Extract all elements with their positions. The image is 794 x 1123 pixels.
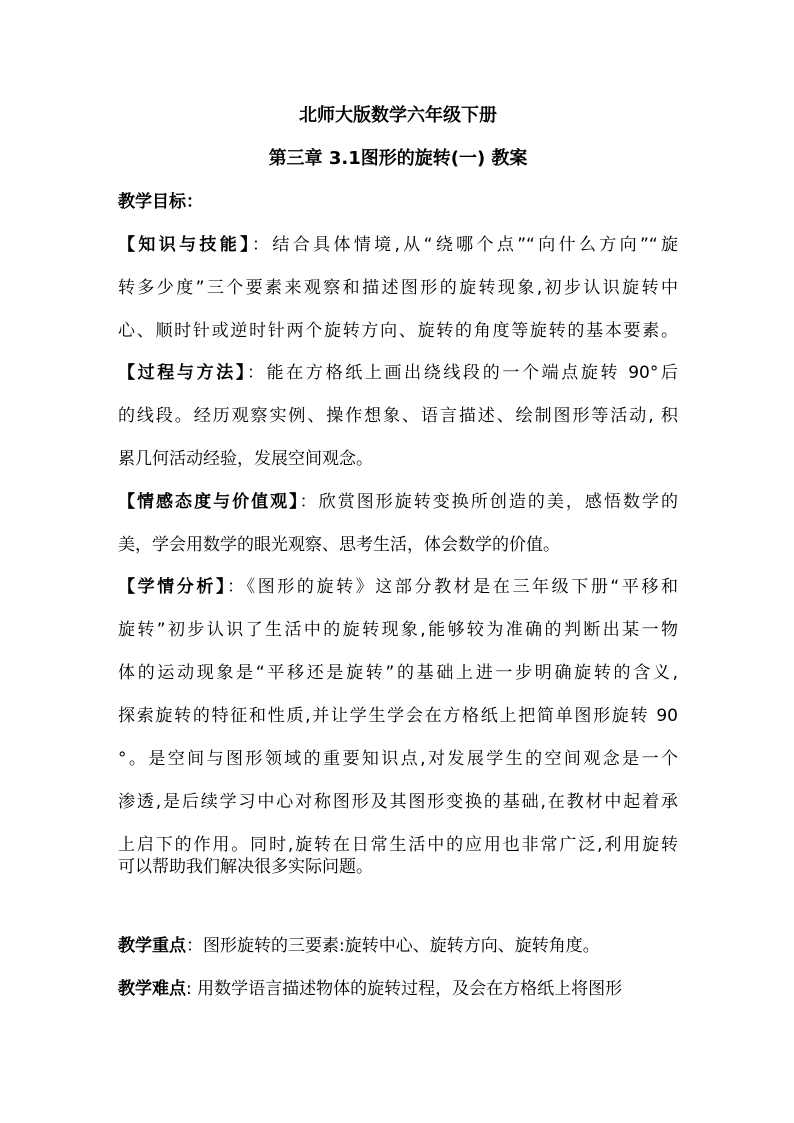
process-line-1 — [118, 361, 678, 385]
process-label: 【过程与方法】 — [118, 363, 247, 383]
knowledge-line-1 — [118, 233, 678, 257]
difficulty-line — [118, 977, 678, 1001]
analysis-line-2: 旋转”初步认识了生活中的旋转现象,能够较为准确的判断出某一物 — [118, 620, 678, 640]
emotion-text: ：欣赏图形旋转变换所创造的美，感悟数学的 — [299, 492, 678, 512]
analysis-label: 【学情分析】 — [118, 577, 228, 597]
knowledge-line-2: 转多少度”三个要素来观察和描述图形的旋转现象,初步认识旋转中 — [118, 278, 678, 298]
emotion-line-2: 美，学会用数学的眼光观察、思考生活，体会数学的价值。 — [118, 535, 560, 555]
emotion-label: 【情感态度与价值观】 — [118, 492, 300, 512]
analysis-line-7: 上启下的作用。同时,旋转在日常生活中的应用也非常广泛,利用旋转 — [118, 835, 678, 855]
analysis-line-3: 体的运动现象是“平移还是旋转”的基础上进一步明确旋转的含义, — [118, 663, 678, 683]
difficulty-text: : 用数学语言描述物体的旋转过程，及会在方格纸上将图形 — [186, 979, 623, 999]
analysis-line-6: 渗透,是后续学习中心对称图形及其图形变换的基础,在教材中起着承 — [118, 792, 678, 812]
process-line-2: 的线段。经历观察实例、操作想象、语言描述、绘制图形等活动, 积 — [118, 406, 678, 426]
analysis-line-4: 探索旋转的特征和性质,并让学生学会在方格纸上把简单图形旋转 90 — [118, 706, 678, 726]
process-text: ：能在方格纸上画出绕线段的一个端点旋转 90°后 — [247, 363, 678, 383]
analysis-line-8: 可以帮助我们解决很多实际问题。 — [118, 857, 373, 877]
analysis-line-1 — [118, 575, 678, 599]
process-line-3: 累几何活动经验，发展空间观念。 — [118, 449, 373, 469]
knowledge-label: 【知识与技能】 — [118, 235, 253, 255]
key-point-text: ：图形旋转的三要素:旋转中心、旋转方向、旋转角度。 — [186, 936, 600, 956]
key-point-line — [118, 934, 678, 958]
analysis-line-5: °。是空间与图形领域的重要知识点,对发展学生的空间观念是一个 — [118, 749, 678, 769]
knowledge-text: ：结合具体情境,从“绕哪个点”“向什么方向”“旋 — [252, 235, 678, 255]
analysis-text: ：《图形的旋转》这部分教材是在三年级下册“平移和 — [227, 577, 679, 597]
document-subtitle: 第三章 3.1图形的旋转(一) 教案 — [268, 148, 528, 169]
key-point-label: 教学重点 — [118, 936, 186, 956]
document-title: 北师大版数学六年级下册 — [299, 105, 497, 126]
knowledge-line-3: 心、顺时针或逆时针两个旋转方向、旋转的角度等旋转的基本要素。 — [118, 321, 678, 341]
objectives-heading: 教学目标： — [118, 192, 203, 212]
emotion-line-1 — [118, 490, 678, 514]
difficulty-label: 教学难点 — [118, 979, 186, 999]
